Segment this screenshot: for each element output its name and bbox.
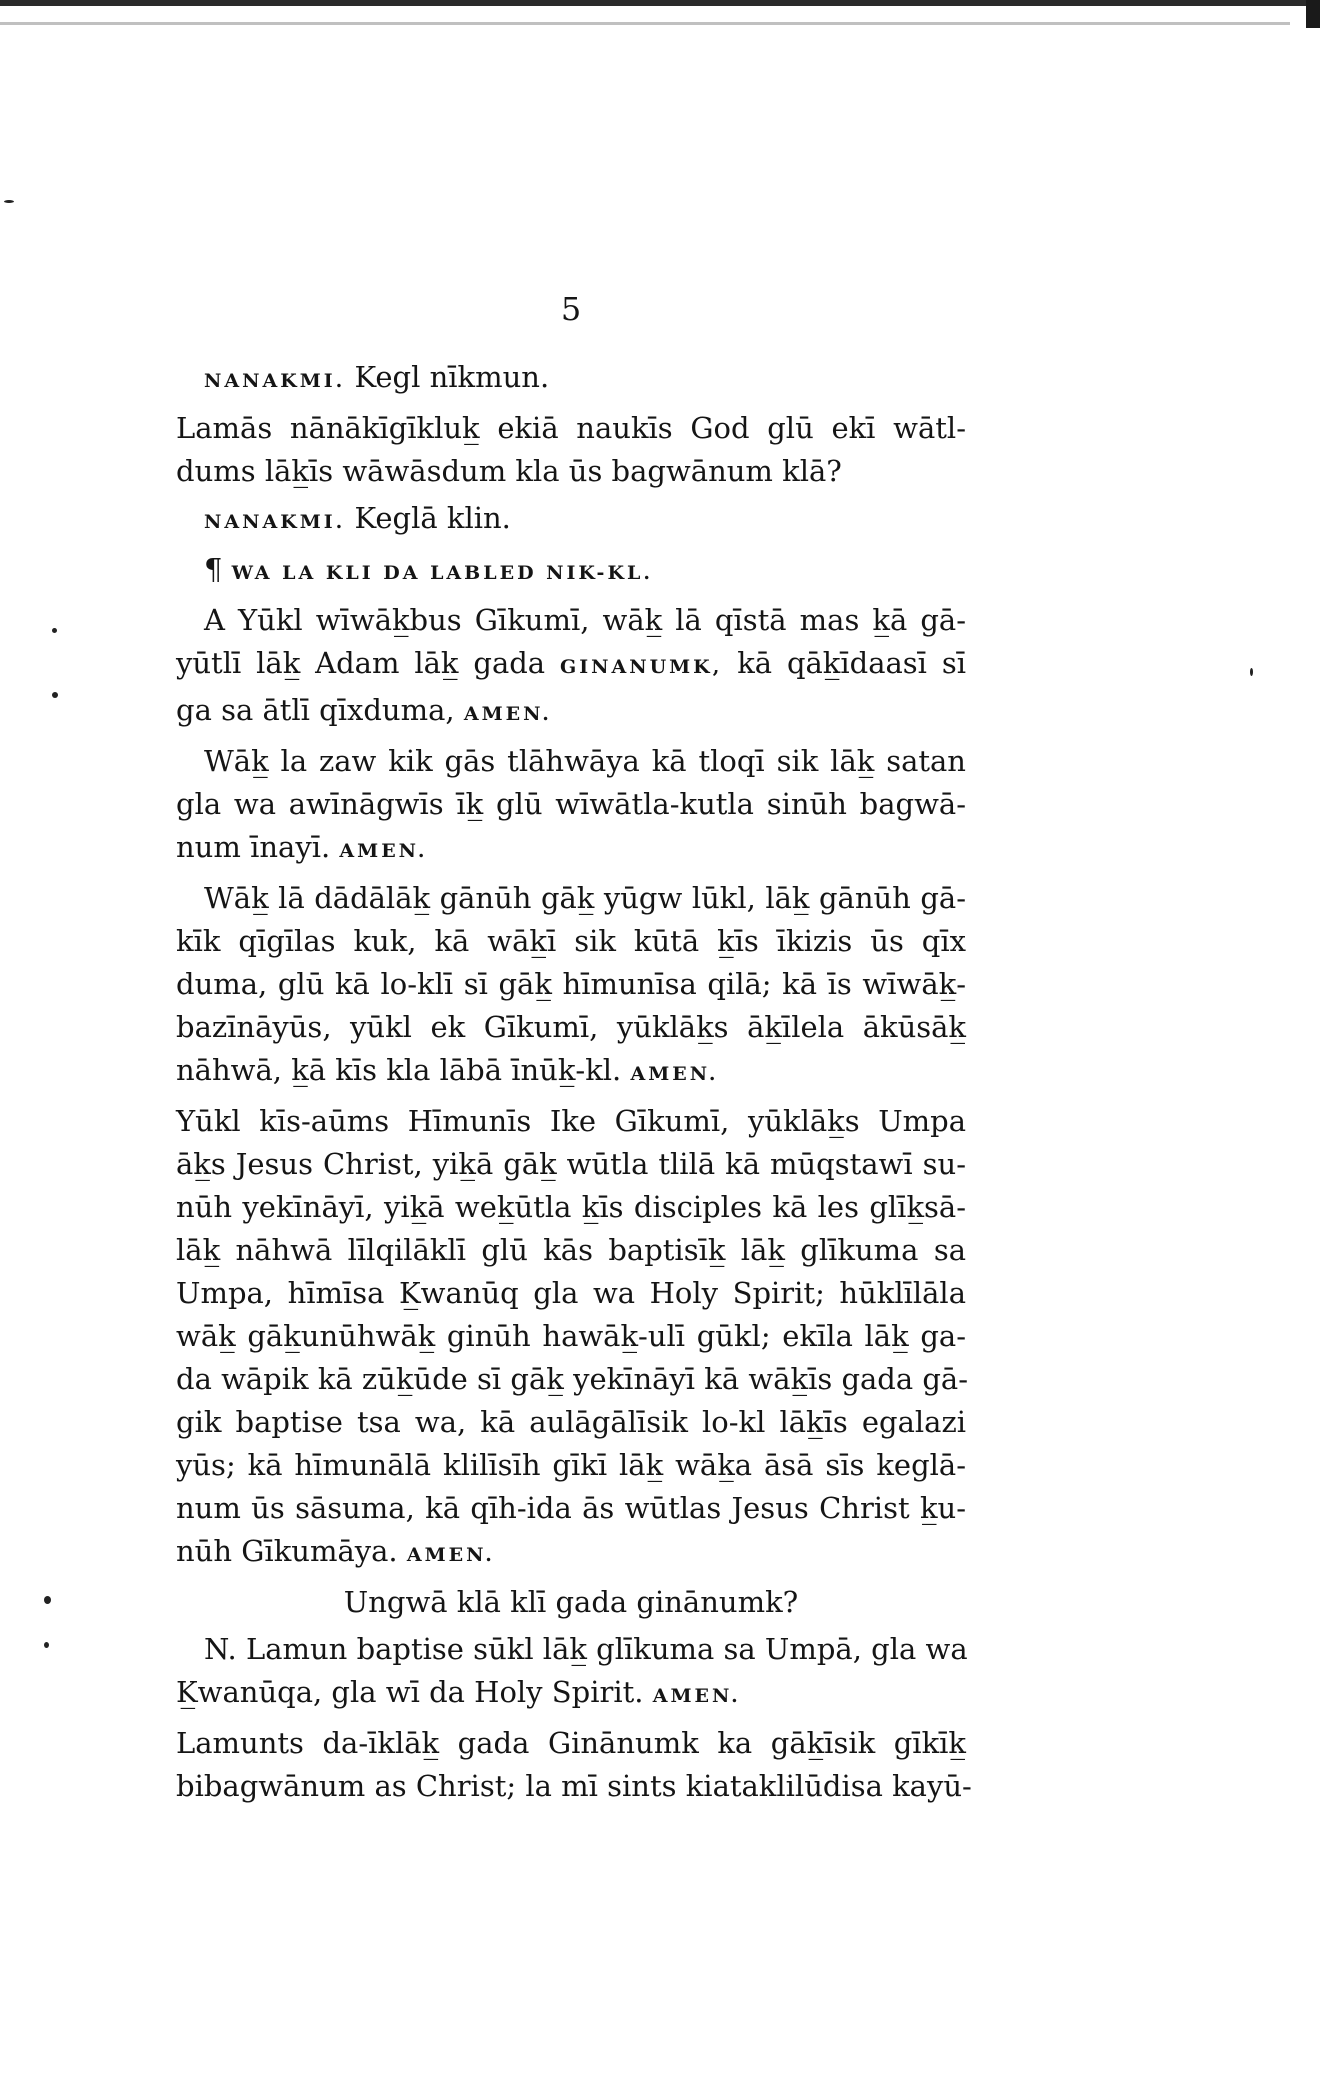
paragraph (176, 356, 966, 403)
text-line (176, 740, 966, 783)
line-text: wāk̲ gāk̲unūhwāk̲ ginūh hawāk̲-ulī gūkl; ekīla lāk̲ ga- (176, 1319, 966, 1353)
line-text: ga sa ātlī qīxduma, (176, 693, 464, 727)
paragraph (176, 877, 966, 1096)
text-line (176, 1315, 966, 1358)
text-line (176, 826, 966, 873)
paragraph (176, 497, 966, 544)
text-line (176, 407, 966, 450)
text-line (176, 1444, 966, 1487)
line-text: nāhwā, k̲ā kīs kla lābā īnūk̲-kl. (176, 1053, 631, 1087)
line-text: duma, glū kā lo-klī sī gāk̲ hīmunīsa qilā; kā īs wīwāk̲- (176, 967, 966, 1001)
scan-speck (1250, 668, 1253, 676)
line-text: bibagwānum as Christ; la mī sints kiataklilūdisa kayū- (176, 1769, 972, 1803)
paragraph (176, 1100, 969, 1577)
scan-speck (4, 200, 14, 203)
scan-speck (52, 628, 57, 633)
scan-top-edge (0, 0, 1320, 6)
small-caps-text: AMEN. (652, 1685, 741, 1707)
text-line (176, 642, 966, 689)
text-line (176, 1401, 966, 1444)
line-text: yūtlī lāk̲ Adam lāk̲ gada (176, 646, 560, 680)
line-text: Lamunts da-īklāk̲ gada Ginānumk ka gāk̲īsik gīkīk̲ (176, 1726, 966, 1760)
text-line (176, 497, 966, 544)
paragraph (176, 407, 966, 493)
line-text: Lamās nānākīgīkluk̲ ekiā naukīs God glū ekī wātl- (176, 411, 966, 445)
text-line (176, 1628, 966, 1671)
small-caps-text: GINANUMK, (559, 656, 723, 678)
line-text: kā qāk̲īdaasī sī (722, 646, 966, 680)
text-line (176, 450, 966, 493)
line-text: Ungwā klā klī gada ginānumk? (343, 1585, 799, 1619)
text-line (176, 1722, 966, 1765)
line-text: num ūs sāsuma, kā qīh-ida ās wūtlas Jesus Christ k̲u- (176, 1491, 966, 1525)
text-line (176, 1671, 966, 1718)
page-text (176, 290, 972, 1808)
paragraph (176, 599, 966, 736)
line-text: Kegl nīkmun. (345, 360, 550, 394)
line-text: yūs; kā hīmunālā klilīsīh gīkī lāk̲ wāk̲a āsā sīs keglā- (176, 1448, 966, 1482)
text-line (176, 1100, 966, 1143)
small-caps-text: AMEN. (406, 1544, 495, 1566)
line-text: ¶ (204, 552, 232, 586)
small-caps-text: NANAKMI. (204, 370, 346, 392)
scan-speck (52, 692, 58, 698)
paragraph (176, 740, 966, 873)
scan-speck (44, 1642, 49, 1648)
page-number: 5 (560, 290, 582, 328)
text-line (176, 1581, 966, 1624)
text-line (176, 548, 966, 595)
small-caps-text: AMEN. (630, 1063, 719, 1085)
paragraph (176, 1581, 966, 1624)
paragraph (176, 1722, 972, 1808)
text-line (176, 1487, 966, 1530)
line-text: dums lāk̲īs wāwāsdum kla ūs bagwānum klā? (176, 454, 842, 488)
small-caps-text: NANAKMI. (204, 511, 346, 533)
text-line (176, 689, 966, 736)
small-caps-text: WA LA KLI DA LABLED NIK-KL. (231, 562, 653, 584)
line-text: Wāk̲ lā dādālāk̲ gānūh gāk̲ yūgw lūkl, lāk̲ gānūh gā- (204, 881, 966, 915)
text-line (176, 356, 966, 403)
line-text: Wāk̲ la zaw kik gās tlāhwāya kā tloqī sik lāk̲ satan (204, 744, 966, 778)
text-line (176, 1272, 966, 1315)
small-caps-text: AMEN. (339, 840, 428, 862)
text-line (176, 920, 966, 963)
text-line (176, 1006, 966, 1049)
scan-speck (44, 1596, 51, 1604)
text-line (176, 963, 966, 1006)
text-body (176, 356, 972, 1808)
scan-edge-line (0, 22, 1290, 25)
line-text: gik baptise tsa wa, kā aulāgālīsik lo-kl lāk̲īs egalazi (176, 1405, 966, 1439)
line-text: nūh yekīnāyī, yik̲ā wek̲ūtla k̲īs disciples kā les glīk̲sā- (176, 1190, 966, 1224)
text-line (176, 1530, 966, 1577)
line-text: lāk̲ nāhwā līlqilāklī glū kās baptisīk̲ lāk̲ glīkuma sa (176, 1233, 966, 1267)
text-line (176, 877, 966, 920)
text-line (176, 1049, 966, 1096)
line-text: da wāpik kā zūk̲ūde sī gāk̲ yekīnāyī kā wāk̲īs gada gā- (176, 1362, 969, 1396)
line-text: num īnayī. (176, 830, 340, 864)
line-text: gla wa awīnāgwīs īk̲ glū wīwātla-kutla sinūh bagwā- (176, 787, 966, 821)
line-text: Yūkl kīs-aūms Hīmunīs Ike Gīkumī, yūklāk̲s Umpa (176, 1104, 966, 1138)
paragraph (176, 548, 966, 595)
line-text: āk̲s Jesus Christ, yik̲ā gāk̲ wūtla tlilā kā mūqstawī su- (176, 1147, 966, 1181)
line-text: A Yūkl wīwāk̲bus Gīkumī, wāk̲ lā qīstā mas k̲ā gā- (204, 603, 966, 637)
line-text: bazīnāyūs, yūkl ek Gīkumī, yūklāk̲s āk̲īlela ākūsāk̲ (176, 1010, 966, 1044)
small-caps-text: AMEN. (463, 703, 552, 725)
text-line (176, 1143, 966, 1186)
line-text: nūh Gīkumāya. (176, 1534, 407, 1568)
text-line (176, 783, 966, 826)
paragraph (176, 1628, 966, 1718)
text-line (176, 1358, 969, 1401)
text-line (176, 1186, 966, 1229)
line-text: Umpa, hīmīsa K̲wanūq gla wa Holy Spirit; hūklīlāla (176, 1276, 966, 1310)
line-text: N. Lamun baptise sūkl lāk̲ glīkuma sa Umpā, gla wa (204, 1632, 968, 1666)
line-text: kīk qīgīlas kuk, kā wāk̲ī sik kūtā k̲īs īkizis ūs qīx (176, 924, 966, 958)
scan-corner-mark (1306, 0, 1320, 28)
text-line (176, 1765, 972, 1808)
line-text: K̲wanūqa, gla wī da Holy Spirit. (176, 1675, 653, 1709)
text-line (176, 599, 966, 642)
text-line (176, 1229, 966, 1272)
line-text: Keglā klin. (345, 501, 511, 535)
